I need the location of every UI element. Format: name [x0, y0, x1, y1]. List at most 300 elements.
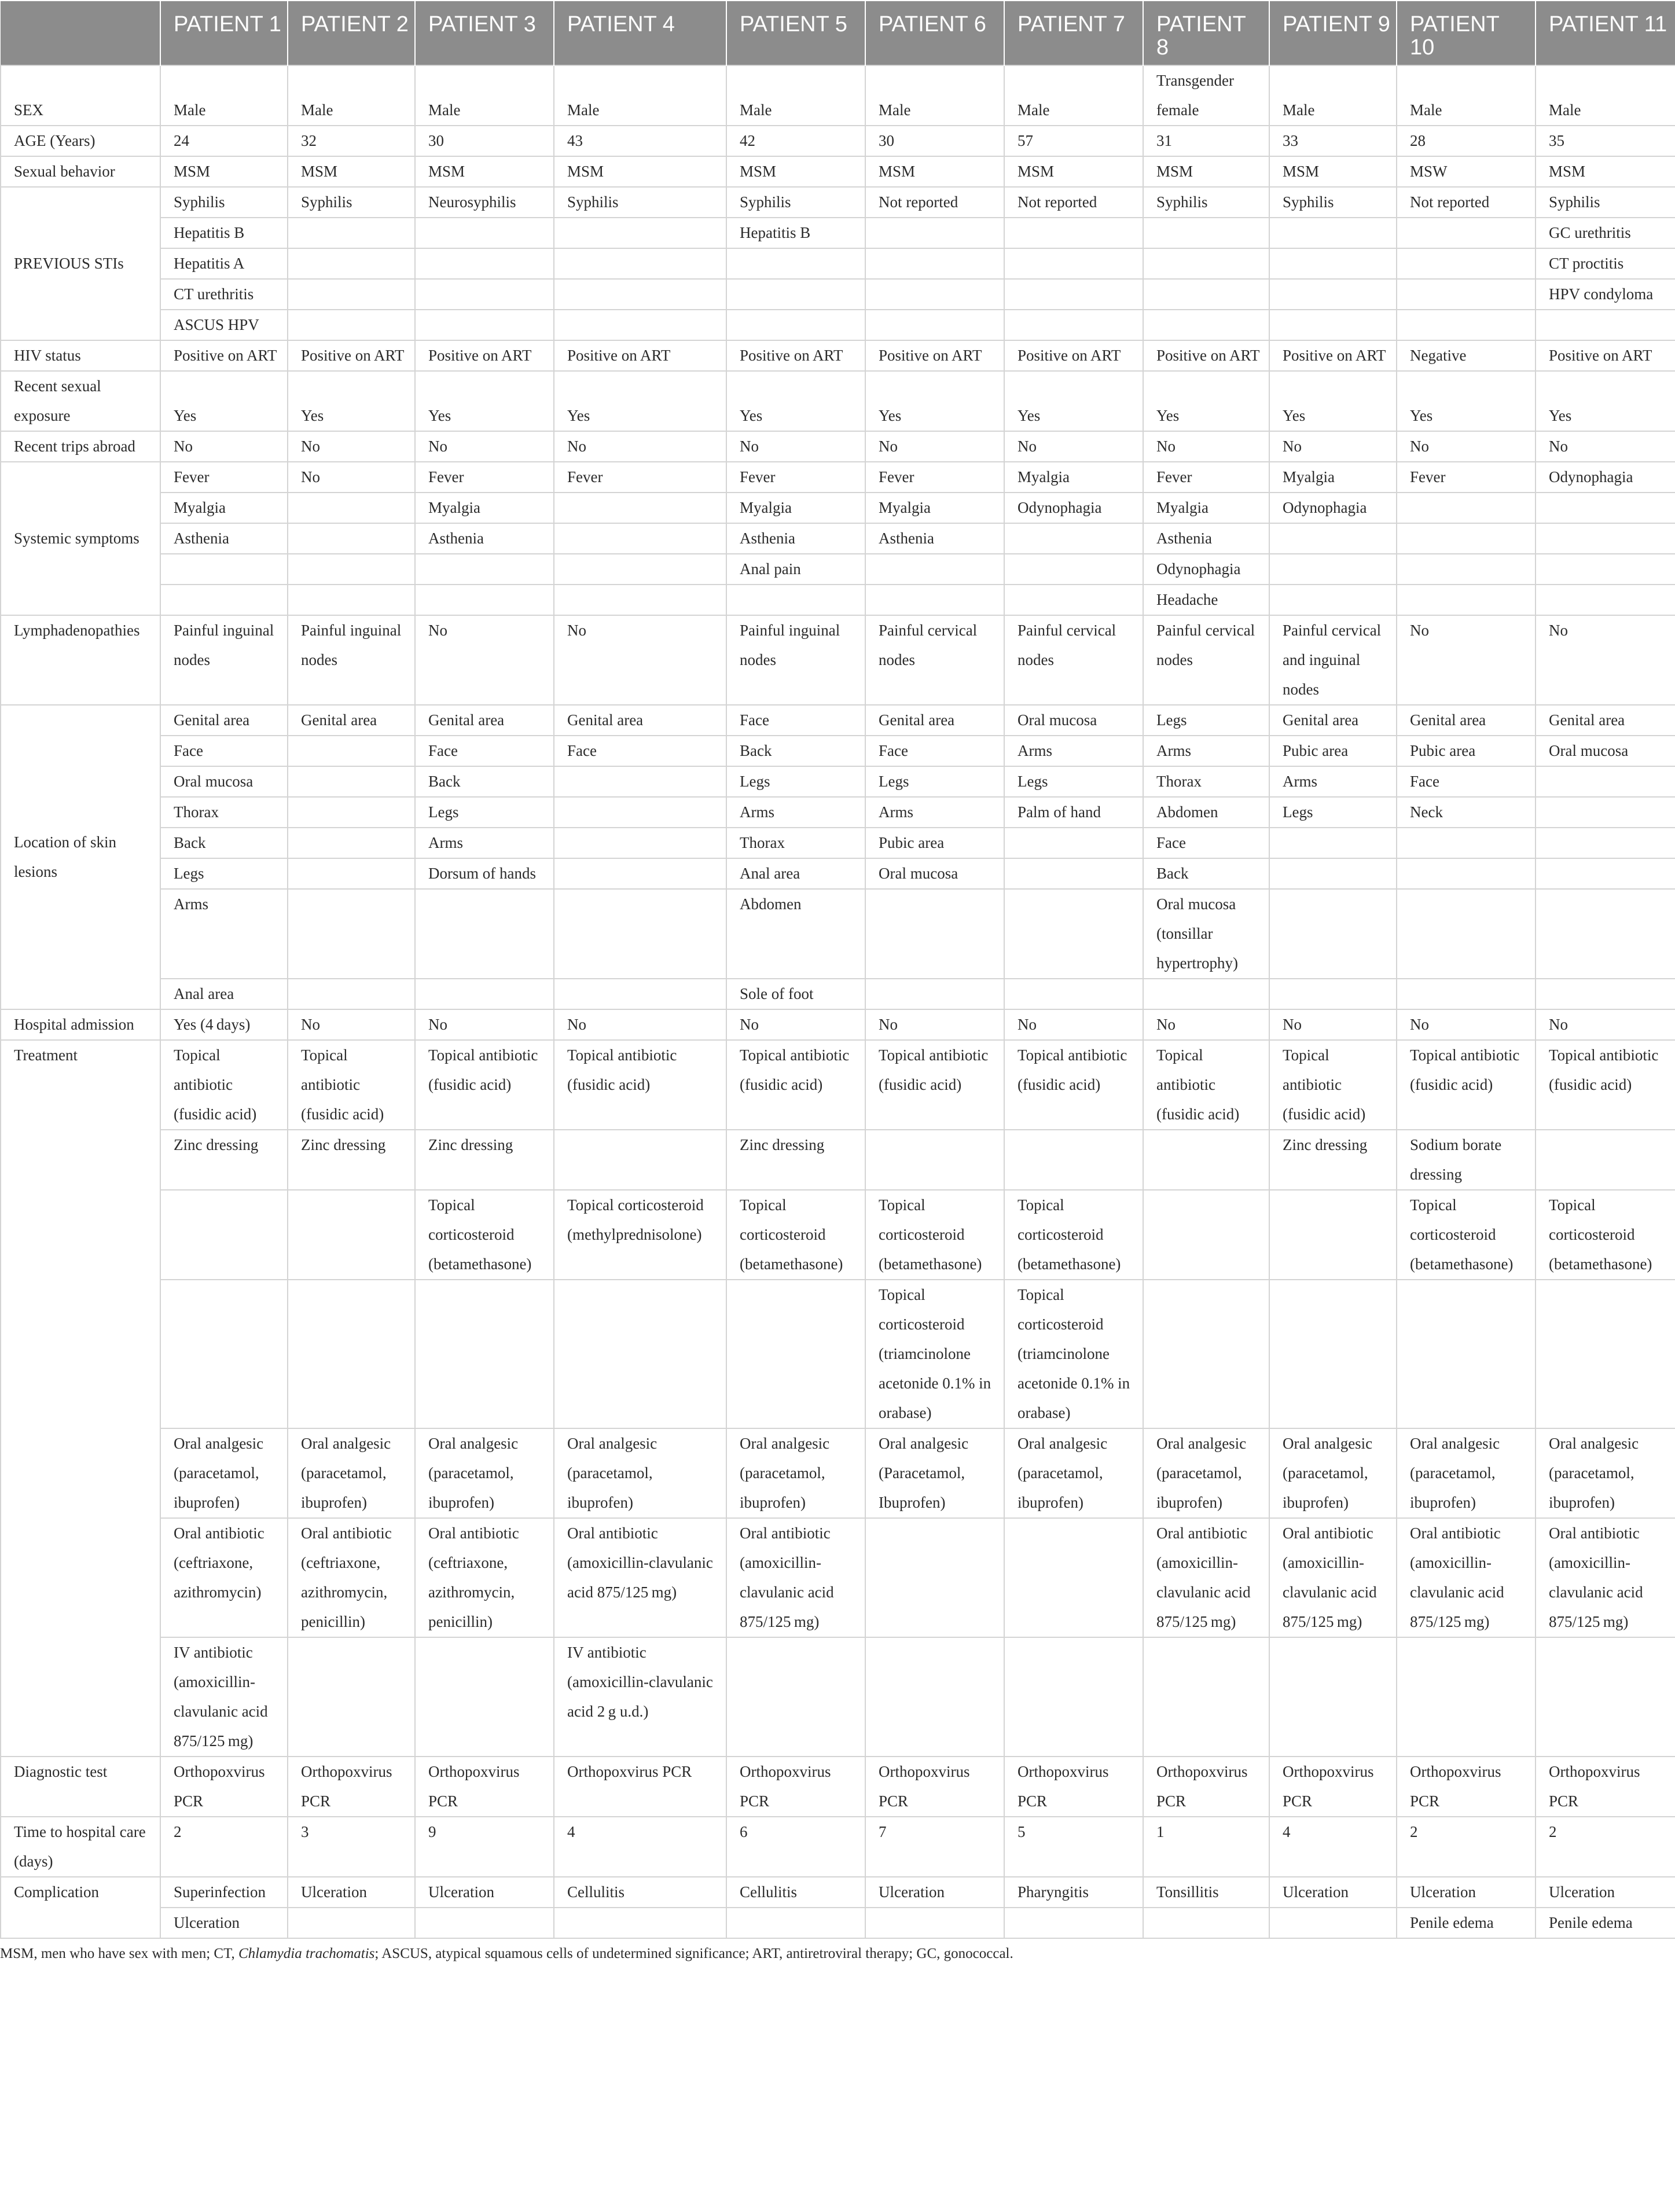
table-cell: Yes: [554, 371, 726, 431]
table-cell: [1397, 1280, 1536, 1428]
table-cell: [1536, 310, 1675, 340]
table-cell: Sole of foot: [726, 979, 865, 1009]
table-cell: No: [1397, 1009, 1536, 1040]
table-cell: Positive on ART: [415, 340, 554, 371]
table-cell: [1143, 218, 1269, 248]
table-cell: Cellulitis: [726, 1877, 865, 1908]
table-cell: [554, 585, 726, 615]
table-cell: Anal area: [160, 979, 288, 1009]
header-patient-6: PATIENT 6: [865, 1, 1004, 65]
table-cell: [1536, 979, 1675, 1009]
table-cell: No: [1536, 615, 1675, 705]
table-cell: Penile edema: [1397, 1908, 1536, 1938]
table-cell: [288, 523, 415, 554]
table-cell: Topical corticosteroid (triamcinolone acetonide 0.1% in orabase): [1004, 1280, 1143, 1428]
table-cell: [1397, 889, 1536, 979]
table-cell: [1004, 218, 1143, 248]
row-label: Treatment: [1, 1040, 160, 1757]
row-label: Recent sexual exposure: [1, 371, 160, 431]
table-cell: [1004, 979, 1143, 1009]
table-cell: [1269, 554, 1397, 585]
table-cell: No: [1536, 431, 1675, 462]
table-cell: Ulceration: [1397, 1877, 1536, 1908]
table-row: [1, 705, 1675, 736]
table-cell: Superinfection: [160, 1877, 288, 1908]
table-cell: Genital area: [1269, 705, 1397, 736]
table-cell: Arms: [1269, 766, 1397, 797]
table-cell: [1004, 1130, 1143, 1190]
table-cell: [865, 554, 1004, 585]
table-cell: [1269, 310, 1397, 340]
table-cell: Zinc dressing: [726, 1130, 865, 1190]
header-patient-11: PATIENT 11: [1536, 1, 1675, 65]
table-row: [1, 310, 1675, 340]
table-cell: [554, 828, 726, 858]
table-cell: Thorax: [1143, 766, 1269, 797]
row-label: Diagnostic test: [1, 1757, 160, 1817]
table-cell: Orthopoxvirus PCR: [415, 1757, 554, 1817]
table-cell: 30: [865, 126, 1004, 156]
header-patient-9: PATIENT 9: [1269, 1, 1397, 65]
row-label: PREVIOUS STIs: [1, 187, 160, 340]
table-cell: [1004, 858, 1143, 889]
table-cell: Headache: [1143, 585, 1269, 615]
table-cell: Yes: [1143, 371, 1269, 431]
table-cell: Oral mucosa (tonsillar hypertrophy): [1143, 889, 1269, 979]
table-cell: Painful cervical nodes: [865, 615, 1004, 705]
table-cell: Painful cervical nodes: [1143, 615, 1269, 705]
table-cell: 42: [726, 126, 865, 156]
table-cell: Arms: [726, 797, 865, 828]
table-cell: Syphilis: [1269, 187, 1397, 218]
table-cell: Male: [1397, 65, 1536, 126]
table-cell: No: [415, 1009, 554, 1040]
table-cell: [865, 889, 1004, 979]
table-cell: [1143, 248, 1269, 279]
table-cell: Pubic area: [865, 828, 1004, 858]
table-cell: Yes: [1536, 371, 1675, 431]
table-cell: [1536, 1280, 1675, 1428]
table-cell: Topical corticosteroid (betamethasone): [1536, 1190, 1675, 1280]
table-cell: Asthenia: [1143, 523, 1269, 554]
table-cell: [1397, 858, 1536, 889]
table-cell: [1397, 554, 1536, 585]
table-cell: [865, 1518, 1004, 1637]
table-cell: Pubic area: [1269, 736, 1397, 766]
table-row: [1, 1190, 1675, 1280]
table-cell: Topical antibiotic (fusidic acid): [1536, 1040, 1675, 1130]
table-cell: [1397, 279, 1536, 310]
table-cell: Male: [1004, 65, 1143, 126]
table-cell: IV antibiotic (amoxicillin-clavulanic acid 875/125 mg): [160, 1637, 288, 1757]
table-cell: Not reported: [1004, 187, 1143, 218]
table-cell: [865, 218, 1004, 248]
table-cell: Arms: [415, 828, 554, 858]
table-cell: [415, 889, 554, 979]
table-cell: Orthopoxvirus PCR: [1397, 1757, 1536, 1817]
table-cell: [1397, 828, 1536, 858]
table-cell: [1143, 1637, 1269, 1757]
row-label: Complication: [1, 1877, 160, 1938]
table-cell: Topical antibiotic (fusidic acid): [415, 1040, 554, 1130]
table-cell: Myalgia: [726, 493, 865, 523]
table-cell: [288, 1190, 415, 1280]
table-cell: Male: [726, 65, 865, 126]
table-cell: Back: [160, 828, 288, 858]
table-cell: No: [288, 1009, 415, 1040]
table-row: [1, 554, 1675, 585]
table-cell: [1536, 766, 1675, 797]
table-cell: [1004, 1637, 1143, 1757]
table-cell: [288, 310, 415, 340]
table-cell: [288, 889, 415, 979]
table-cell: Asthenia: [160, 523, 288, 554]
table-cell: 7: [865, 1817, 1004, 1877]
table-row: [1, 979, 1675, 1009]
table-cell: [865, 279, 1004, 310]
table-cell: Oral analgesic (paracetamol, ibuprofen): [554, 1428, 726, 1518]
table-cell: Thorax: [726, 828, 865, 858]
table-cell: Positive on ART: [288, 340, 415, 371]
table-cell: Yes: [726, 371, 865, 431]
table-cell: [554, 889, 726, 979]
row-label: AGE (Years): [1, 126, 160, 156]
table-cell: Abdomen: [1143, 797, 1269, 828]
table-cell: [415, 979, 554, 1009]
table-cell: Odynophagia: [1143, 554, 1269, 585]
table-cell: Transgender female: [1143, 65, 1269, 126]
table-cell: Palm of hand: [1004, 797, 1143, 828]
table-cell: MSM: [160, 156, 288, 187]
table-cell: Topical corticosteroid (methylprednisolone): [554, 1190, 726, 1280]
table-cell: Oral analgesic (paracetamol, ibuprofen): [415, 1428, 554, 1518]
table-cell: Male: [288, 65, 415, 126]
table-cell: Ulceration: [415, 1877, 554, 1908]
table-cell: Arms: [160, 889, 288, 979]
table-cell: Topical corticosteroid (betamethasone): [865, 1190, 1004, 1280]
table-cell: Fever: [865, 462, 1004, 493]
table-cell: [1143, 1130, 1269, 1190]
table-cell: HPV condyloma: [1536, 279, 1675, 310]
table-cell: [288, 279, 415, 310]
table-cell: Male: [1269, 65, 1397, 126]
table-cell: Yes: [1004, 371, 1143, 431]
table-cell: Face: [1397, 766, 1536, 797]
table-cell: Genital area: [865, 705, 1004, 736]
table-cell: 2: [1536, 1817, 1675, 1877]
table-cell: [1536, 523, 1675, 554]
table-cell: Genital area: [1397, 705, 1536, 736]
table-cell: Orthopoxvirus PCR: [1143, 1757, 1269, 1817]
table-cell: [726, 585, 865, 615]
table-cell: [1269, 585, 1397, 615]
table-cell: 43: [554, 126, 726, 156]
table-cell: Ulceration: [288, 1877, 415, 1908]
table-cell: [1397, 493, 1536, 523]
table-cell: Back: [1143, 858, 1269, 889]
table-cell: [1536, 889, 1675, 979]
table-cell: MSM: [726, 156, 865, 187]
table-cell: Odynophagia: [1536, 462, 1675, 493]
table-cell: 31: [1143, 126, 1269, 156]
table-cell: Asthenia: [865, 523, 1004, 554]
table-cell: [1004, 1908, 1143, 1938]
table-cell: [554, 554, 726, 585]
header-patient-2: PATIENT 2: [288, 1, 415, 65]
footnote-text-end: ; ASCUS, atypical squamous cells of undetermined significance; ART, antiretroviral therapy; GC, gonococcal.: [374, 1946, 1013, 1961]
table-cell: Zinc dressing: [415, 1130, 554, 1190]
table-cell: Positive on ART: [1536, 340, 1675, 371]
table-cell: [865, 1130, 1004, 1190]
table-cell: [288, 248, 415, 279]
table-cell: [288, 1280, 415, 1428]
table-cell: Topical antibiotic (fusidic acid): [865, 1040, 1004, 1130]
table-cell: Legs: [160, 858, 288, 889]
table-cell: No: [1536, 1009, 1675, 1040]
table-cell: Zinc dressing: [160, 1130, 288, 1190]
table-cell: Zinc dressing: [288, 1130, 415, 1190]
table-cell: Syphilis: [726, 187, 865, 218]
table-cell: [288, 736, 415, 766]
table-cell: [415, 279, 554, 310]
table-cell: [160, 585, 288, 615]
table-cell: Face: [1143, 828, 1269, 858]
table-cell: [726, 1908, 865, 1938]
table-cell: Face: [865, 736, 1004, 766]
header-patient-1: PATIENT 1: [160, 1, 288, 65]
table-cell: Ulceration: [1536, 1877, 1675, 1908]
table-cell: [1143, 1908, 1269, 1938]
footnote-text-start: MSM, men who have sex with men; CT,: [0, 1946, 238, 1961]
table-cell: Ulceration: [160, 1908, 288, 1938]
table-cell: [726, 310, 865, 340]
table-cell: [288, 493, 415, 523]
table-cell: 4: [1269, 1817, 1397, 1877]
table-cell: [865, 979, 1004, 1009]
header-corner: [1, 1, 160, 65]
table-cell: [554, 858, 726, 889]
table-cell: Fever: [726, 462, 865, 493]
table-cell: Thorax: [160, 797, 288, 828]
row-label: Location of skin lesions: [1, 705, 160, 1009]
table-cell: [1269, 279, 1397, 310]
table-cell: Oral antibiotic (amoxicillin-clavulanic acid 875/125 mg): [554, 1518, 726, 1637]
table-cell: [288, 585, 415, 615]
table-cell: MSM: [1004, 156, 1143, 187]
header-patient-4: PATIENT 4: [554, 1, 726, 65]
table-cell: Sodium borate dressing: [1397, 1130, 1536, 1190]
table-cell: Arms: [1143, 736, 1269, 766]
table-cell: Genital area: [288, 705, 415, 736]
table-cell: [726, 279, 865, 310]
table-cell: Odynophagia: [1004, 493, 1143, 523]
table-cell: Asthenia: [726, 523, 865, 554]
table-cell: Oral mucosa: [160, 766, 288, 797]
table-cell: [1536, 797, 1675, 828]
table-cell: [288, 766, 415, 797]
table-cell: Oral antibiotic (amoxicillin-clavulanic acid 875/125 mg): [1397, 1518, 1536, 1637]
table-cell: [1397, 248, 1536, 279]
table-cell: Fever: [1143, 462, 1269, 493]
table-cell: [1004, 554, 1143, 585]
table-cell: No: [554, 615, 726, 705]
table-cell: 4: [554, 1817, 726, 1877]
table-cell: Oral antibiotic (ceftriaxone, azithromycin): [160, 1518, 288, 1637]
table-row: [1, 1908, 1675, 1938]
table-row: [1, 371, 1675, 431]
header-patient-5: PATIENT 5: [726, 1, 865, 65]
table-cell: Positive on ART: [554, 340, 726, 371]
table-row: [1, 218, 1675, 248]
row-label: Sexual behavior: [1, 156, 160, 187]
table-cell: Myalgia: [865, 493, 1004, 523]
table-cell: Painful cervical nodes: [1004, 615, 1143, 705]
table-cell: [554, 1280, 726, 1428]
table-cell: [1397, 1637, 1536, 1757]
table-row: [1, 1009, 1675, 1040]
table-cell: Tonsillitis: [1143, 1877, 1269, 1908]
table-cell: Yes: [415, 371, 554, 431]
table-cell: Zinc dressing: [1269, 1130, 1397, 1190]
table-cell: [726, 1637, 865, 1757]
table-cell: MSM: [554, 156, 726, 187]
table-cell: [1004, 828, 1143, 858]
table-cell: [288, 828, 415, 858]
table-row: [1, 858, 1675, 889]
table-cell: [1397, 218, 1536, 248]
table-cell: [1143, 279, 1269, 310]
footnote-italic-term: Chlamydia trachomatis: [238, 1946, 375, 1961]
table-cell: No: [1269, 431, 1397, 462]
table-row: [1, 462, 1675, 493]
table-cell: Oral analgesic (paracetamol, ibuprofen): [1269, 1428, 1397, 1518]
table-cell: Positive on ART: [160, 340, 288, 371]
table-cell: 24: [160, 126, 288, 156]
table-cell: Orthopoxvirus PCR: [288, 1757, 415, 1817]
table-cell: Oral antibiotic (amoxicillin-clavulanic acid 875/125 mg): [1143, 1518, 1269, 1637]
table-cell: Legs: [865, 766, 1004, 797]
table-cell: Genital area: [415, 705, 554, 736]
table-cell: Face: [160, 736, 288, 766]
table-cell: 6: [726, 1817, 865, 1877]
table-cell: Myalgia: [160, 493, 288, 523]
table-cell: [865, 1908, 1004, 1938]
row-label: Hospital admission: [1, 1009, 160, 1040]
table-cell: [1269, 858, 1397, 889]
table-cell: [1397, 310, 1536, 340]
table-cell: [1143, 979, 1269, 1009]
table-cell: [415, 310, 554, 340]
header-patient-7: PATIENT 7: [1004, 1, 1143, 65]
table-cell: Topical antibiotic (fusidic acid): [726, 1040, 865, 1130]
table-cell: Syphilis: [160, 187, 288, 218]
table-row: [1, 1428, 1675, 1518]
table-cell: [1397, 979, 1536, 1009]
table-cell: Anal area: [726, 858, 865, 889]
table-cell: 2: [160, 1817, 288, 1877]
table-cell: Male: [865, 65, 1004, 126]
table-row: [1, 340, 1675, 371]
table-cell: [288, 1637, 415, 1757]
table-cell: Genital area: [554, 705, 726, 736]
table-cell: Face: [415, 736, 554, 766]
table-cell: Oral antibiotic (amoxicillin-clavulanic acid 875/125 mg): [1536, 1518, 1675, 1637]
header-patient-10: PATIENT 10: [1397, 1, 1536, 65]
table-cell: 32: [288, 126, 415, 156]
table-cell: 35: [1536, 126, 1675, 156]
table-cell: Hepatitis A: [160, 248, 288, 279]
table-cell: Arms: [1004, 736, 1143, 766]
table-cell: [1143, 1190, 1269, 1280]
table-cell: Orthopoxvirus PCR: [1536, 1757, 1675, 1817]
table-cell: [1536, 858, 1675, 889]
table-cell: Orthopoxvirus PCR: [554, 1757, 726, 1817]
table-cell: [1004, 1518, 1143, 1637]
table-cell: [554, 310, 726, 340]
table-cell: Hepatitis B: [726, 218, 865, 248]
table-cell: [1269, 828, 1397, 858]
table-cell: [160, 1280, 288, 1428]
table-cell: 2: [1397, 1817, 1536, 1877]
table-cell: No: [1004, 1009, 1143, 1040]
table-cell: Orthopoxvirus PCR: [726, 1757, 865, 1817]
table-cell: No: [554, 1009, 726, 1040]
row-label: Recent trips abroad: [1, 431, 160, 462]
table-row: [1, 585, 1675, 615]
table-cell: [554, 279, 726, 310]
table-cell: Odynophagia: [1269, 493, 1397, 523]
table-cell: Dorsum of hands: [415, 858, 554, 889]
table-cell: Yes: [1397, 371, 1536, 431]
table-cell: [726, 1280, 865, 1428]
table-cell: Fever: [415, 462, 554, 493]
table-cell: Genital area: [160, 705, 288, 736]
table-row: [1, 766, 1675, 797]
table-row: [1, 1877, 1675, 1908]
table-cell: Topical antibiotic (fusidic acid): [1397, 1040, 1536, 1130]
table-cell: Oral antibiotic (amoxicillin-clavulanic acid 875/125 mg): [726, 1518, 865, 1637]
table-cell: [415, 1637, 554, 1757]
table-cell: Hepatitis B: [160, 218, 288, 248]
table-cell: Male: [415, 65, 554, 126]
table-cell: [1269, 979, 1397, 1009]
row-label: Systemic symptoms: [1, 462, 160, 615]
table-cell: [865, 248, 1004, 279]
table-cell: Asthenia: [415, 523, 554, 554]
table-cell: Oral mucosa: [865, 858, 1004, 889]
table-cell: Orthopoxvirus PCR: [1269, 1757, 1397, 1817]
table-cell: Oral analgesic (paracetamol, ibuprofen): [1143, 1428, 1269, 1518]
table-cell: Painful inguinal nodes: [160, 615, 288, 705]
table-row: [1, 523, 1675, 554]
table-cell: [1004, 889, 1143, 979]
table-cell: Back: [726, 736, 865, 766]
table-cell: [554, 1908, 726, 1938]
table-cell: [554, 1130, 726, 1190]
table-cell: Male: [554, 65, 726, 126]
table-cell: ASCUS HPV: [160, 310, 288, 340]
table-cell: Male: [1536, 65, 1675, 126]
table-cell: Topical antibiotic (fusidic acid): [160, 1040, 288, 1130]
table-cell: [726, 248, 865, 279]
row-label: HIV status: [1, 340, 160, 371]
table-cell: Oral analgesic (paracetamol, ibuprofen): [1004, 1428, 1143, 1518]
table-row: [1, 248, 1675, 279]
table-cell: Orthopoxvirus PCR: [160, 1757, 288, 1817]
table-cell: No: [288, 431, 415, 462]
table-row: [1, 615, 1675, 705]
table-cell: MSM: [288, 156, 415, 187]
